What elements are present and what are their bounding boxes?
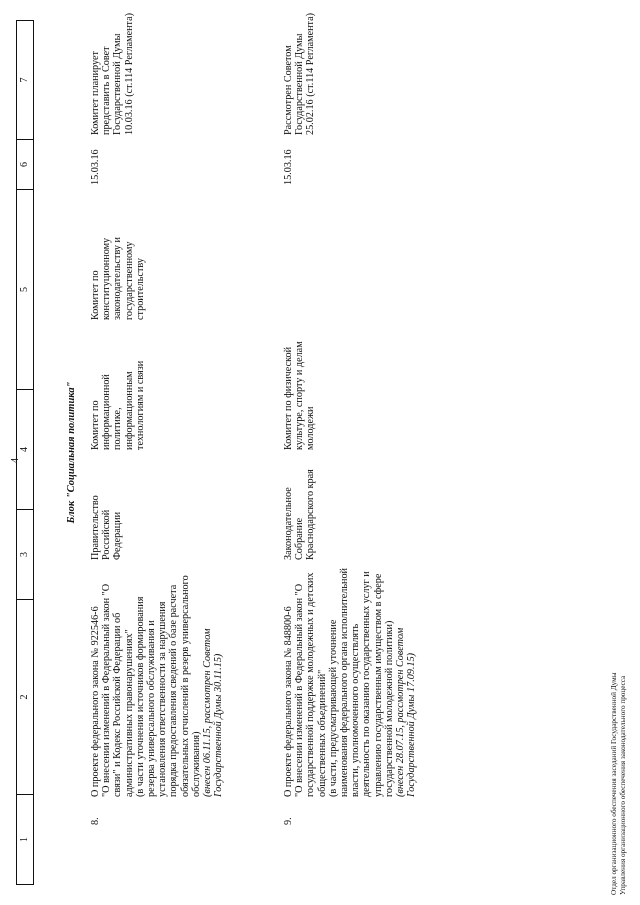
initiator: Законодательное Собрание Краснодарского края	[283, 469, 317, 560]
bill-text: О проекте федерального закона № 848800-6 "О внесении изменений в Федеральный закон "О государственной поддержке молодежных и детских общественных объединений" (в части, предусматривающей уточнение наименования федерального органа исполнительной власти, уполномоченного осуществлять деятельность по оказанию государственных услуг и управлению государственным имуществом в сфере государственной молодежной политики)	[283, 568, 395, 797]
column-header-6: 6	[16, 140, 34, 190]
bill-note: (внесен 28.07.15, рассмотрен Советом Государственной Думы 17.09.15)	[395, 627, 418, 797]
row-number: 9.	[283, 817, 294, 825]
footer-line-1: Отдел организационного обеспечения заседаний Государственной Думы	[610, 672, 618, 895]
column-header-7: 7	[16, 20, 34, 140]
block-title: Блок "Социальная политика"	[66, 381, 77, 524]
column-header-3: 3	[16, 510, 34, 600]
co-committee: Комитет по конституционному законодательству и государственному строительству	[90, 237, 146, 320]
page-number: 4	[10, 458, 21, 463]
column-header-1: 1	[16, 795, 34, 885]
date: 15.03.16	[283, 149, 294, 185]
row-number: 8.	[90, 817, 101, 825]
bill-description	[283, 565, 417, 797]
initiator: Правительство Российской Федерации	[90, 495, 124, 560]
responsible-committee: Комитет по информационной политике, информационным технологиям и связи	[90, 360, 146, 450]
status: Комитет планирует представить в Совет Государственной Думы 10.03.16 (ст.114 Регламента)	[90, 12, 135, 135]
date: 15.03.16	[90, 149, 101, 185]
bill-text: О проекте федерального закона № 922546-6 "О внесении изменений в Федеральный закон "О связи" и Кодекс Российской Федерации об административных правонарушениях" (в части уточнения источников формирования резерва универсального обслуживания и установления ответственности за нарушения порядка предоставления сведений о базе расчета обязательных отчислений в резерв универсального обслуживания)	[90, 575, 202, 797]
column-header-4: 4	[16, 390, 34, 510]
footer-line-2: Управления организационного обеспечения законодательного процесса	[618, 675, 627, 895]
status: Рассмотрен Советом Государственной Думы 25.02.16 (ст.114 Регламента)	[283, 12, 317, 135]
responsible-committee: Комитет по физической культуре, спорту и делам молодежи	[283, 341, 317, 450]
bill-description	[90, 565, 224, 797]
column-header-5: 5	[16, 190, 34, 390]
bill-note: (внесен 06.11.15, рассмотрен Советом Государственной Думы 30.11.15)	[202, 628, 225, 797]
column-header-2: 2	[16, 600, 34, 795]
footer	[610, 672, 627, 895]
